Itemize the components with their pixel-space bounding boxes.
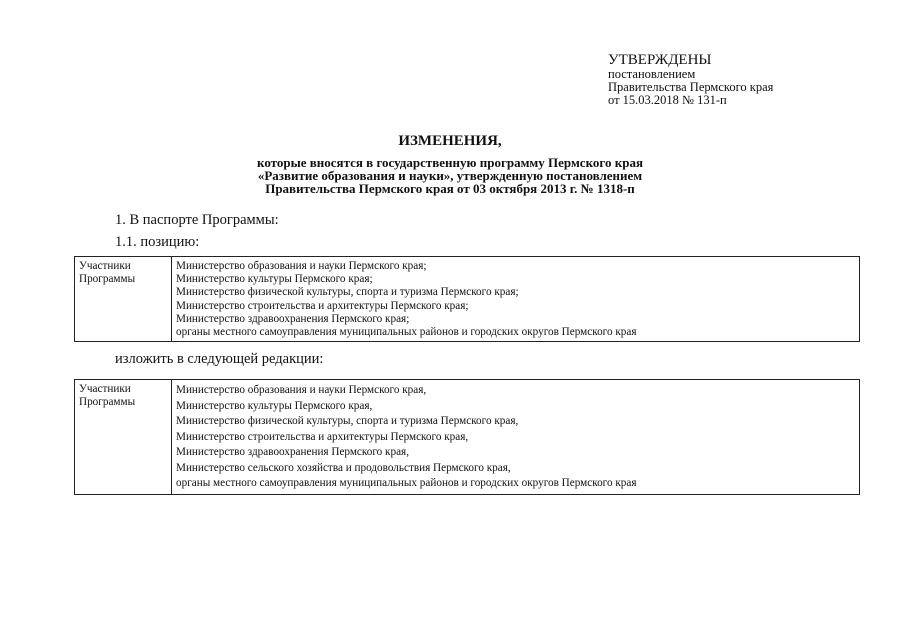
table-old-position <box>74 256 860 342</box>
participant-item: Министерство строительства и архитектуры Пермского края, <box>176 430 469 443</box>
participant-item: Министерство физической культуры, спорта и туризма Пермского края; <box>176 286 519 299</box>
table-values-cell <box>172 257 860 342</box>
table-values-cell <box>172 380 860 495</box>
document-heading <box>180 132 720 195</box>
approval-stamp <box>608 52 773 107</box>
paragraph-1-1: 1.1. позицию: <box>115 234 200 250</box>
approval-title: УТВЕРЖДЕНЫ <box>608 52 712 68</box>
label-line-2: Программы <box>79 273 136 286</box>
participant-item: Министерство здравоохранения Пермского края, <box>176 446 409 458</box>
label-line-1: Участники <box>79 383 131 395</box>
participant-item: Министерство строительства и архитектуры Пермского края; <box>176 299 469 312</box>
participant-item: Министерство здравоохранения Пермского края; <box>176 312 410 325</box>
approval-line-3: от 15.03.2018 № 131-п <box>608 93 727 107</box>
participant-item: Министерство физической культуры, спорта и туризма Пермского края, <box>176 415 519 427</box>
heading-title: ИЗМЕНЕНИЯ, <box>398 133 502 149</box>
heading-subtitle-1: которые вносятся в государственную программу Пермского края <box>257 155 643 170</box>
participant-item: органы местного самоуправления муниципальных районов и городских округов Пермского края <box>176 326 637 339</box>
approval-line-2: Правительства Пермского края <box>608 80 774 94</box>
participant-item: Министерство сельского хозяйства и продовольствия Пермского края, <box>176 461 511 474</box>
label-line-2: Программы <box>79 396 136 409</box>
participant-item: Министерство образования и науки Пермского края; <box>176 260 427 272</box>
label-line-1: Участники <box>79 260 131 272</box>
table-row <box>75 380 860 495</box>
table-row <box>75 257 860 342</box>
participant-item: Министерство культуры Пермского края; <box>176 273 373 286</box>
paragraph-new-edition: изложить в следующей редакции: <box>115 351 324 367</box>
heading-subtitle-3: Правительства Пермского края от 03 октября 2013 г. № 1318-п <box>265 181 635 196</box>
participant-item: Министерство культуры Пермского края, <box>176 399 373 412</box>
participant-item: Министерство образования и науки Пермского края, <box>176 384 427 396</box>
paragraph-1: 1. В паспорте Программы: <box>115 212 279 228</box>
approval-line-1: постановлением <box>608 67 696 81</box>
table-new-position <box>74 379 860 495</box>
heading-subtitle-2: «Развитие образования и науки», утвержденную постановлением <box>257 168 643 183</box>
table-label-cell <box>75 380 172 495</box>
participant-item: органы местного самоуправления муниципальных районов и городских округов Пермского края <box>176 477 637 489</box>
table-label-cell <box>75 257 172 342</box>
